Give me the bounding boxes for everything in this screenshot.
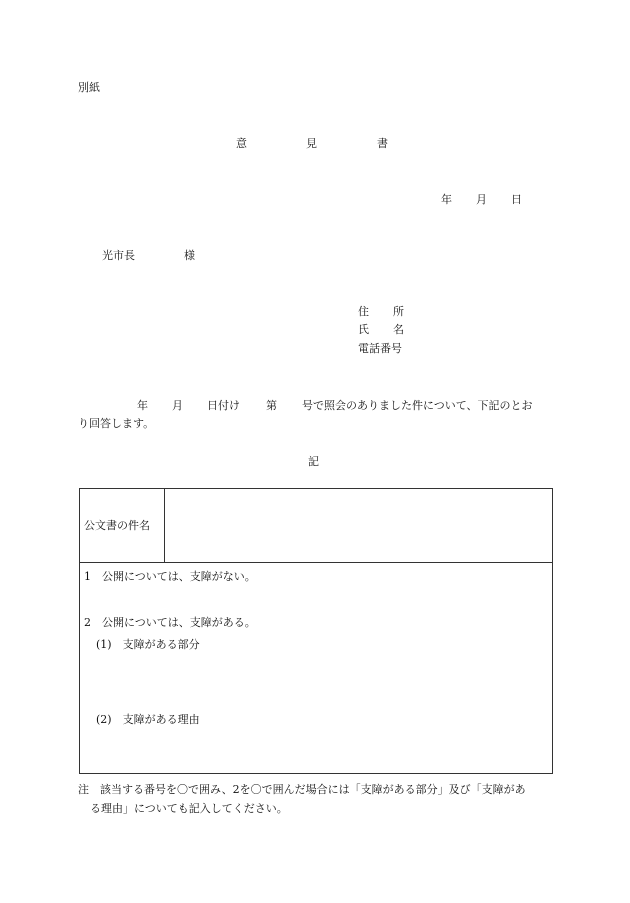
footnote-line-2: る理由」についても記入してください。 xyxy=(90,802,288,815)
date-month: 月 xyxy=(476,193,487,206)
subject-label: 公文書の件名 xyxy=(84,519,150,532)
name-char-1: 氏 xyxy=(358,323,369,336)
address-char-1: 住 xyxy=(358,305,369,318)
phone-label: 電話番号 xyxy=(358,342,402,355)
sub-item-1: (1) 支障がある部分 xyxy=(96,638,200,651)
sub-item-2: (2) 支障がある理由 xyxy=(96,713,200,726)
body-line-2: り回答します。 xyxy=(78,417,155,430)
date-day: 日 xyxy=(511,193,522,206)
attachment-label: 別紙 xyxy=(78,81,100,94)
option-1: 1 公開については、支障がない。 xyxy=(84,570,256,583)
body-dai: 第 xyxy=(266,399,277,412)
addressee-honorific: 様 xyxy=(184,249,195,262)
body-rest: 号で照会のありました件について、下記のとお xyxy=(302,399,533,412)
table-frame xyxy=(79,488,553,774)
ki-heading: 記 xyxy=(308,455,319,468)
footnote-line-1: 注 該当する番号を〇で囲み、2を〇で囲んだ場合には「支障がある部分」及び「支障があ xyxy=(78,783,526,796)
title-char-2: 見 xyxy=(306,137,317,150)
table-row-divider xyxy=(79,562,553,563)
address-char-2: 所 xyxy=(393,305,404,318)
option-2: 2 公開については、支障がある。 xyxy=(84,616,256,629)
name-char-2: 名 xyxy=(393,323,404,336)
title-char-1: 意 xyxy=(236,137,247,150)
table-column-divider xyxy=(164,488,165,563)
body-year: 年 xyxy=(137,399,148,412)
body-date-suffix: 日付け xyxy=(207,399,240,412)
date-year: 年 xyxy=(441,193,452,206)
body-month: 月 xyxy=(172,399,183,412)
addressee-name: 光市長 xyxy=(102,249,135,262)
title-char-3: 書 xyxy=(377,137,388,150)
